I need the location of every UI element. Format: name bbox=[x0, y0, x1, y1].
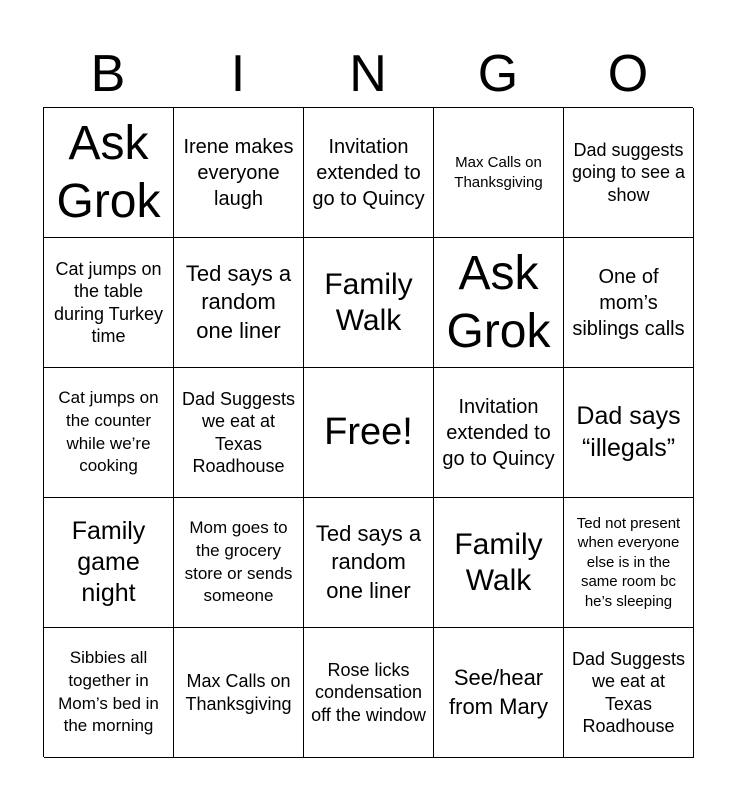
cell-label: Family Walk bbox=[454, 527, 543, 597]
bingo-cell-r4-c4[interactable] bbox=[434, 498, 564, 628]
cell-label: Free! bbox=[324, 410, 413, 453]
bingo-header bbox=[43, 40, 693, 108]
header-letter-n: N bbox=[349, 45, 387, 103]
header-letter-g: G bbox=[477, 45, 519, 103]
cell-label: Cat jumps on the counter while we’re cooking bbox=[58, 387, 159, 476]
cell-label: Ted says a random one liner bbox=[315, 520, 422, 603]
cell-label: Family Walk bbox=[324, 267, 413, 337]
cell-label: Mom goes to the grocery store or sends someone bbox=[184, 517, 293, 606]
bingo-cell-r5-c4[interactable] bbox=[434, 628, 564, 758]
bingo-cell-r1-c1[interactable] bbox=[44, 108, 174, 238]
bingo-cell-r1-c2[interactable] bbox=[174, 108, 304, 238]
bingo-cell-r1-c5[interactable] bbox=[564, 108, 694, 238]
bingo-cell-r3-c4[interactable] bbox=[434, 368, 564, 498]
cell-label: Ask Grok bbox=[56, 116, 161, 228]
cell-label: Ted says a random one liner bbox=[185, 260, 292, 343]
bingo-cell-r2-c5[interactable] bbox=[564, 238, 694, 368]
cell-label: Ask Grok bbox=[446, 246, 551, 358]
bingo-cell-r5-c5[interactable] bbox=[564, 628, 694, 758]
cell-label: Ted not present when everyone else is in the same room bc he’s sleeping bbox=[576, 514, 681, 610]
cell-label: Invitation extended to go to Quincy bbox=[442, 395, 555, 470]
bingo-cell-r5-c2[interactable] bbox=[174, 628, 304, 758]
bingo-cell-r3-c3[interactable] bbox=[304, 368, 434, 498]
cell-label: Family game night bbox=[71, 516, 146, 608]
bingo-cell-r2-c3[interactable] bbox=[304, 238, 434, 368]
bingo-cell-r5-c1[interactable] bbox=[44, 628, 174, 758]
cell-label: Rose licks condensation off the window bbox=[311, 659, 426, 725]
cell-label: Dad suggests going to see a show bbox=[571, 139, 686, 205]
bingo-cell-r4-c2[interactable] bbox=[174, 498, 304, 628]
cell-label: One of mom’s siblings calls bbox=[572, 265, 685, 340]
cell-label: Max Calls on Thanksgiving bbox=[185, 671, 292, 714]
cell-label: Sibbies all together in Mom’s bed in the morning bbox=[58, 647, 159, 736]
cell-label: Dad Suggests we eat at Texas Roadhouse bbox=[571, 648, 686, 736]
cell-label: Invitation extended to go to Quincy bbox=[312, 135, 425, 210]
bingo-cell-r5-c3[interactable] bbox=[304, 628, 434, 758]
bingo-cell-r4-c5[interactable] bbox=[564, 498, 694, 628]
header-letter-b: B bbox=[90, 45, 126, 103]
bingo-cell-r2-c1[interactable] bbox=[44, 238, 174, 368]
cell-label: Cat jumps on the table during Turkey time bbox=[53, 258, 164, 346]
bingo-cell-r1-c3[interactable] bbox=[304, 108, 434, 238]
bingo-board bbox=[43, 107, 693, 757]
header-letter-i: I bbox=[230, 45, 246, 103]
bingo-cell-r2-c2[interactable] bbox=[174, 238, 304, 368]
bingo-cell-r2-c4[interactable] bbox=[434, 238, 564, 368]
bingo-cell-r3-c5[interactable] bbox=[564, 368, 694, 498]
cell-label: Dad Suggests we eat at Texas Roadhouse bbox=[181, 388, 296, 476]
bingo-cell-r3-c2[interactable] bbox=[174, 368, 304, 498]
bingo-cell-r3-c1[interactable] bbox=[44, 368, 174, 498]
header-letter-o: O bbox=[607, 45, 649, 103]
bingo-cell-r4-c3[interactable] bbox=[304, 498, 434, 628]
cell-label: See/hear from Mary bbox=[449, 664, 548, 719]
cell-label: Max Calls on Thanksgiving bbox=[454, 154, 543, 191]
bingo-cell-r4-c1[interactable] bbox=[44, 498, 174, 628]
cell-label: Dad says “illegals” bbox=[576, 402, 681, 462]
bingo-cell-r1-c4[interactable] bbox=[434, 108, 564, 238]
cell-label: Irene makes everyone laugh bbox=[183, 135, 294, 210]
